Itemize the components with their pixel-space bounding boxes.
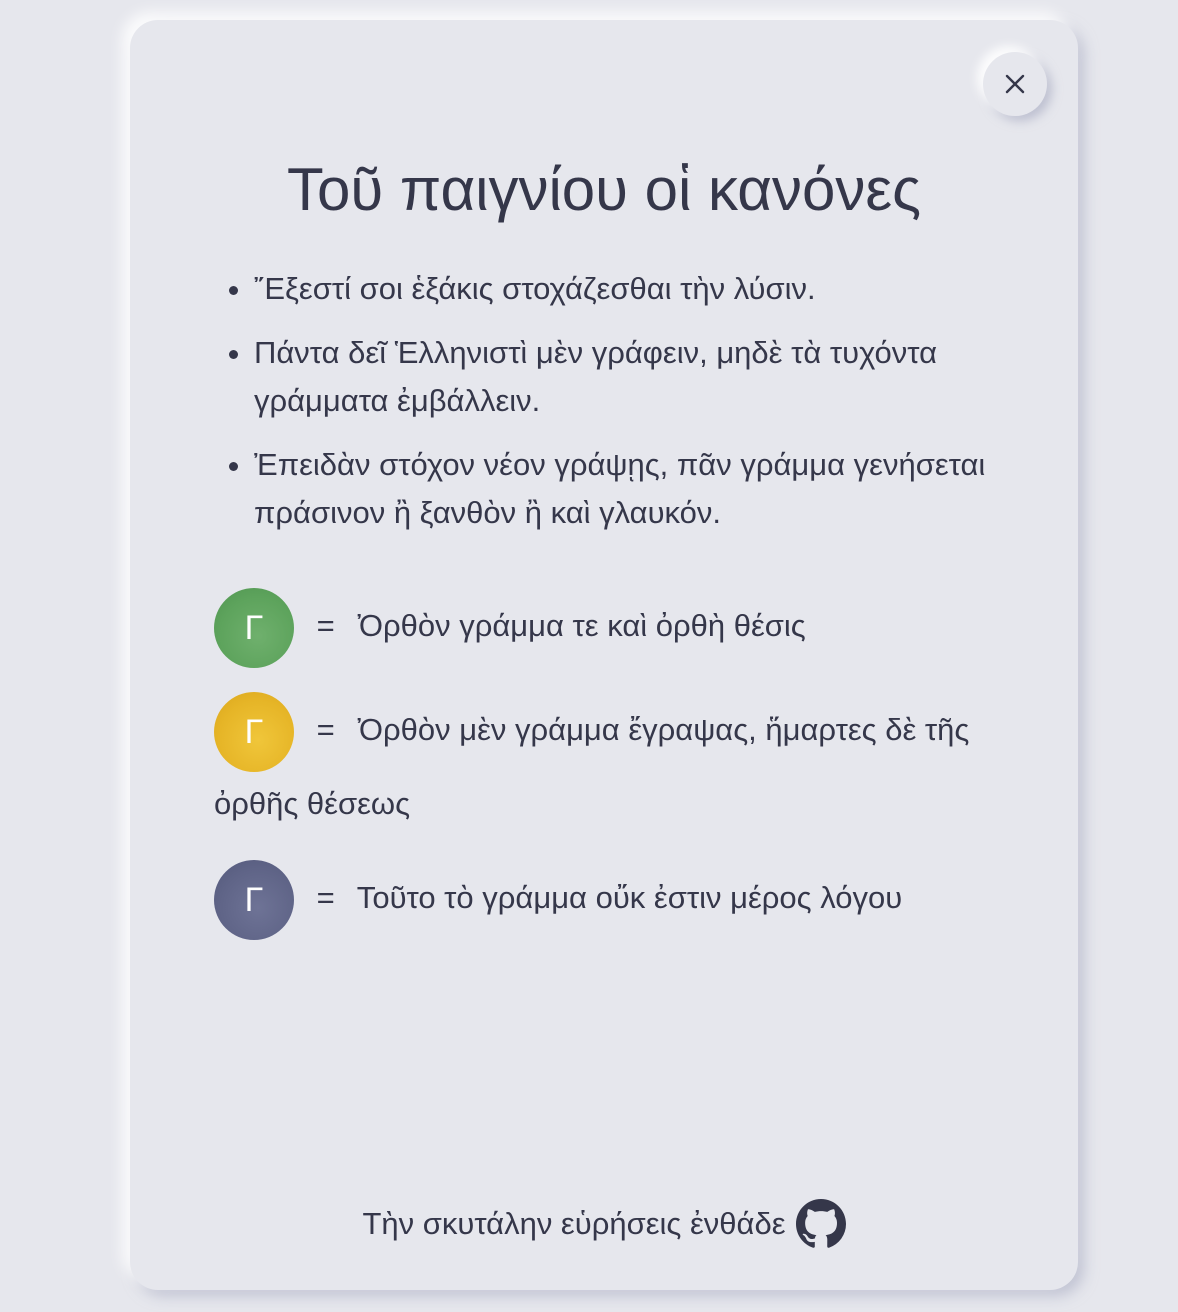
footer xyxy=(130,1198,1078,1250)
rule-item: • Πάντα δεῖ Ἑλληνιστὶ μὲν γράφειν, μηδὲ τὰ τυχόντα γράμματα ἐμβάλλειν. xyxy=(254,329,1044,425)
source-code-link[interactable] xyxy=(362,1198,845,1250)
legend-row-misplaced xyxy=(214,692,974,836)
rules-dialog xyxy=(130,20,1078,1290)
legend-row-correct xyxy=(214,588,974,668)
dialog-title: Τοῦ παιγνίου οἱ κανόνες xyxy=(286,156,921,223)
legend-text: Ὀρθὸν γράμμα τε καὶ ὀρθὴ θέσις xyxy=(357,608,806,644)
absent-letter-tile: Γ xyxy=(214,860,294,940)
close-button[interactable] xyxy=(983,52,1047,116)
correct-letter-tile: Γ xyxy=(214,588,294,668)
equals-sign: = xyxy=(316,608,335,644)
footer-text: Τὴν σκυτάλην εὑρήσεις ἐνθάδε xyxy=(362,1206,786,1241)
legend-text: Τοῦτο τὸ γράμμα οὔκ ἐστιν μέρος λόγου xyxy=(356,880,903,916)
legend-row-absent xyxy=(214,860,974,940)
rules-list xyxy=(214,265,1044,553)
rule-item: • ῎Εξεστί σοι ἑξάκις στοχάζεσθαι τὴν λύσιν. xyxy=(254,265,1044,313)
equals-sign: = xyxy=(316,712,335,748)
legend-text: Ὀρθὸν μὲν γράμμα ἔγραψας, ἥμαρτες δὲ τῆς ὀρθῆς θέσεως xyxy=(214,712,970,821)
color-legend xyxy=(214,588,974,964)
github-icon xyxy=(796,1199,846,1249)
misplaced-letter-tile: Γ xyxy=(214,692,294,772)
close-icon xyxy=(1004,73,1026,95)
rule-item: • Ἐπειδὰν στόχον νέον γράψῃς, πᾶν γράμμα γενήσεται πράσινον ἢ ξανθὸν ἢ καὶ γλαυκόν. xyxy=(254,441,1044,537)
equals-sign: = xyxy=(316,880,335,916)
